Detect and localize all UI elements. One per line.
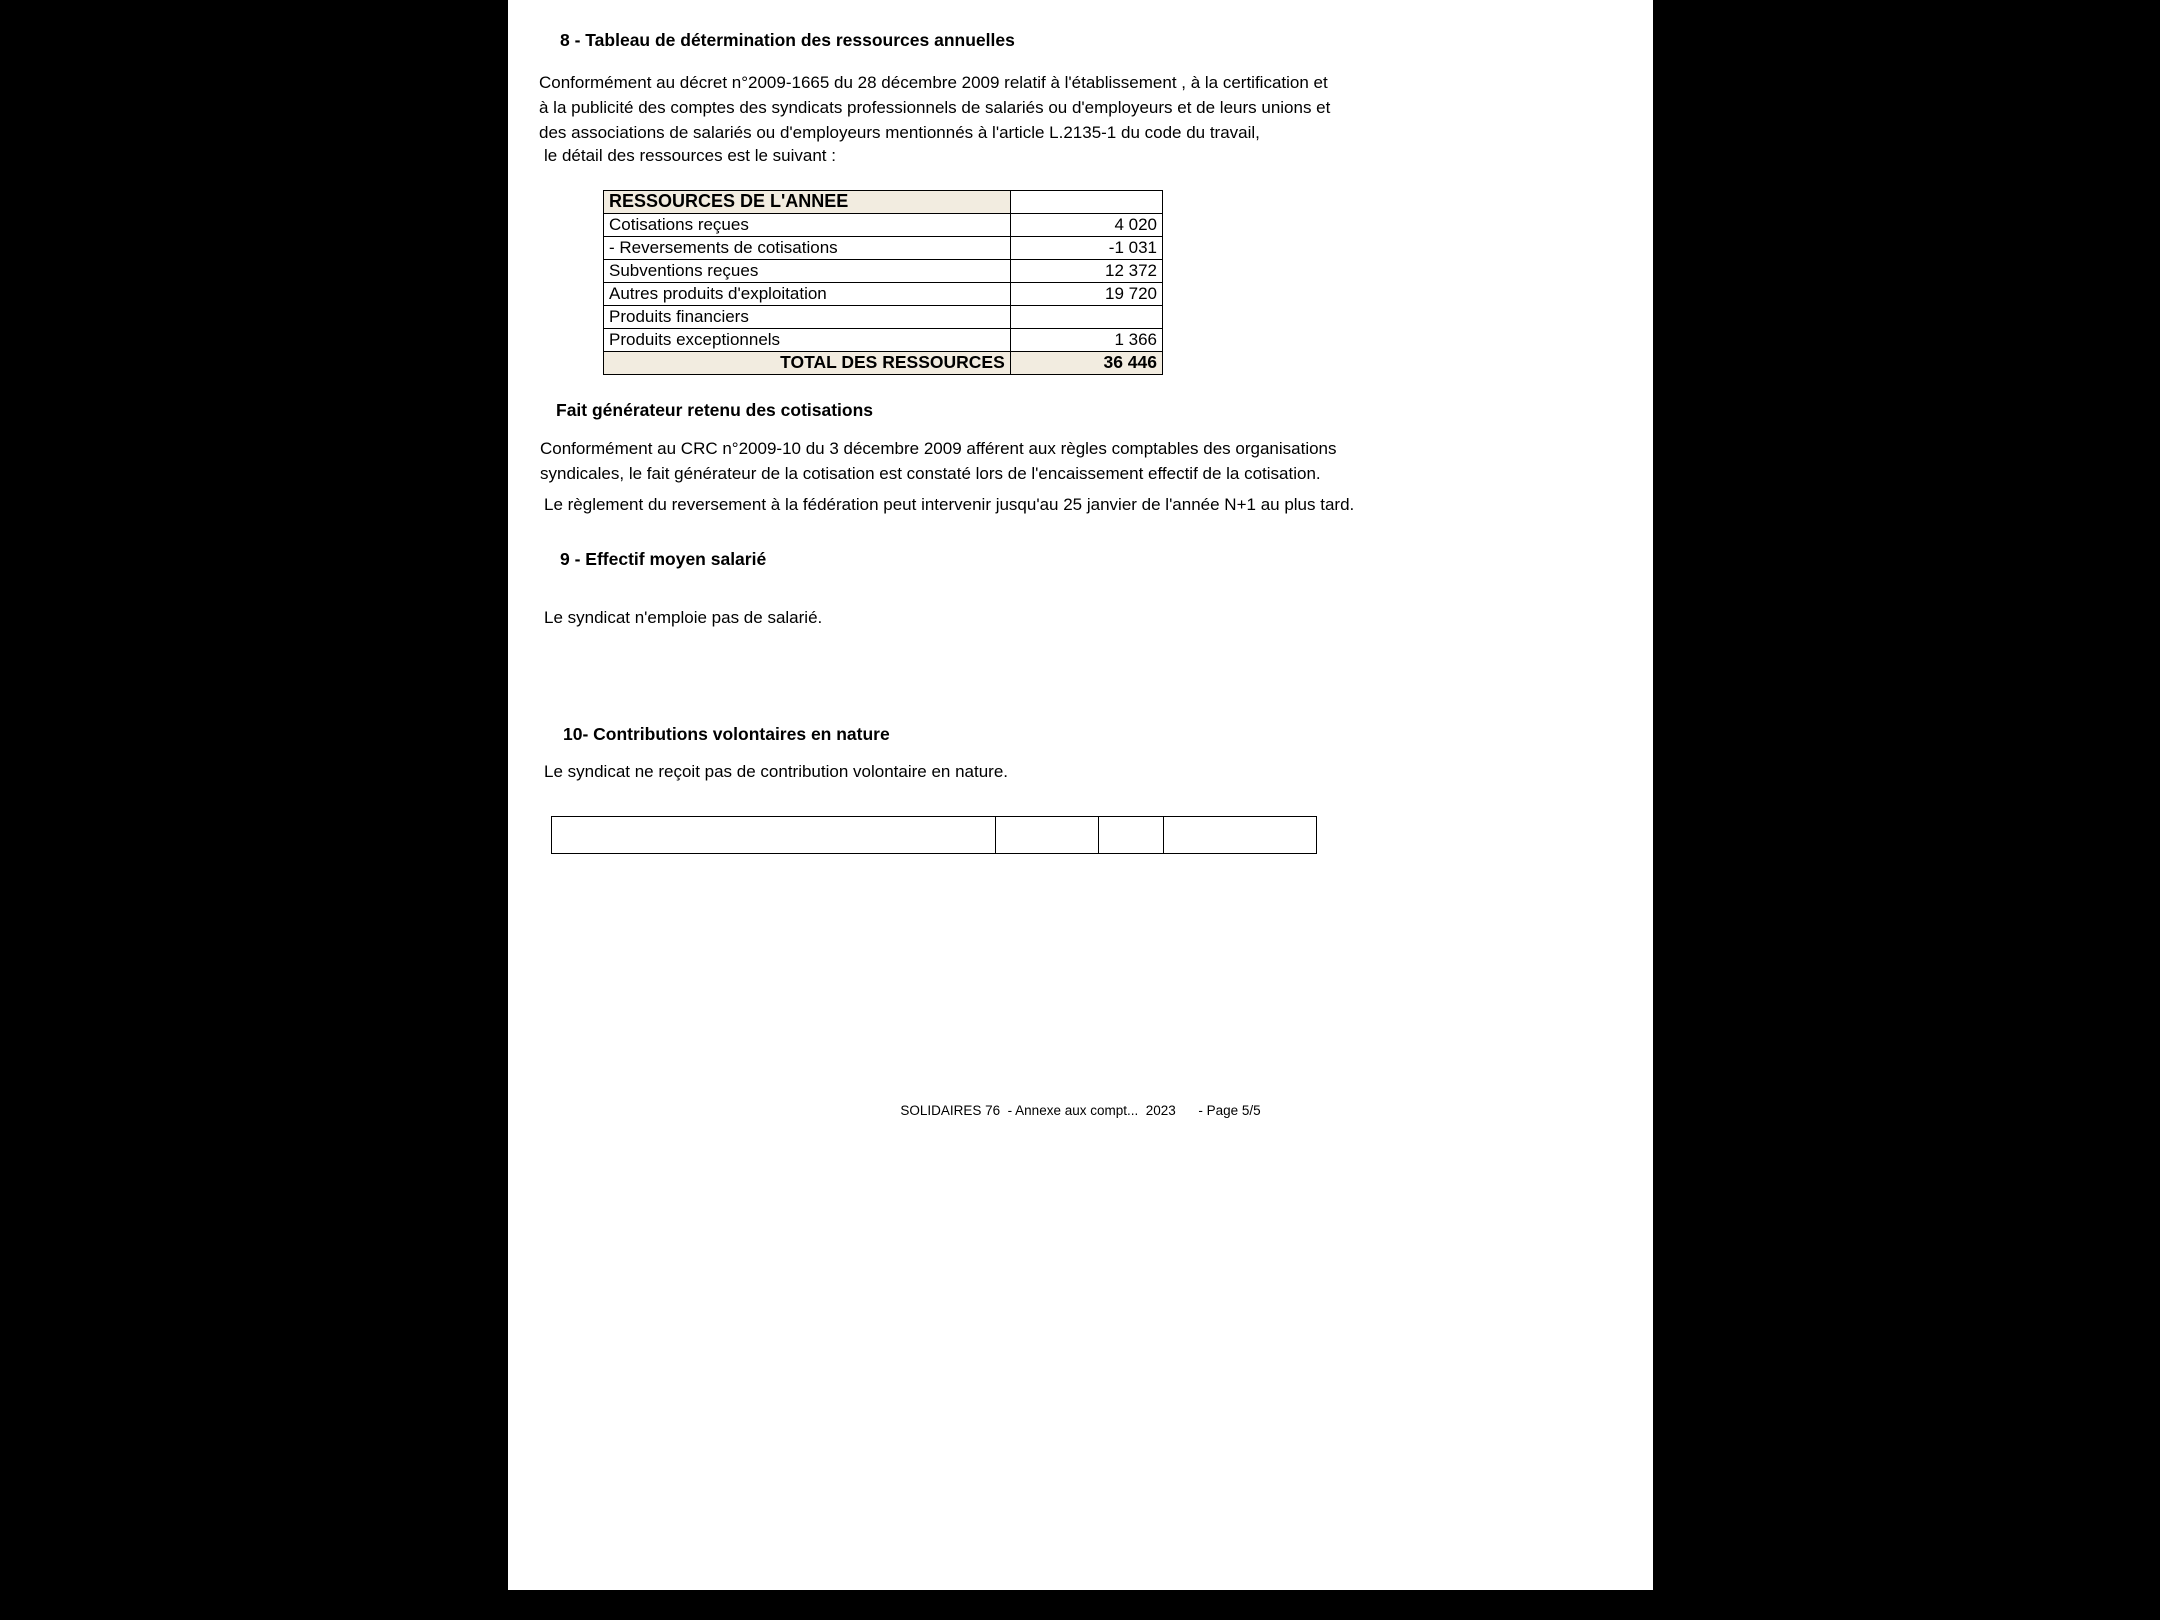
table-header-row [604,191,1163,214]
row-label: Produits exceptionnels [604,329,1011,352]
table-row [604,214,1163,237]
crc-line-1: Conformément au CRC n°2009-10 du 3 décembre 2009 afférent aux règles comptables des organisations [540,439,1337,458]
crc-line-2: syndicales, le fait générateur de la cotisation est constaté lors de l'encaissement effectif de la cotisation. [540,464,1321,483]
footer-organisation: SOLIDAIRES 76 [900,1103,1001,1118]
empty-cell [1164,817,1317,854]
total-label: TOTAL DES RESSOURCES [604,352,1011,375]
empty-bottom-table [551,816,1317,854]
table-header-label: RESSOURCES DE L'ANNEE [604,191,1011,214]
section-9-heading: 9 - Effectif moyen salarié [560,549,767,569]
footer-title: - Annexe aux compt... [1007,1103,1139,1118]
section-10-text: Le syndicat ne reçoit pas de contribution volontaire en nature. [544,762,1009,781]
empty-cell [1099,817,1164,854]
page-footer [508,1103,1653,1118]
conformite-line-1: Conformément au décret n°2009-1665 du 28 décembre 2009 relatif à l'établissement , à la certification et [539,73,1328,92]
conformite-line-2: à la publicité des comptes des syndicats professionnels de salariés ou d'employeurs et de leurs unions et [539,98,1331,117]
empty-cell [552,817,996,854]
table-row [552,817,1317,854]
table-total-row [604,352,1163,375]
table-row [604,237,1163,260]
conformite-line-3: des associations de salariés ou d'employeurs mentionnés à l'article L.2135-1 du code du travail, [539,123,1260,142]
row-label: Autres produits d'exploitation [604,283,1011,306]
table-row [604,329,1163,352]
section-10-heading: 10- Contributions volontaires en nature [563,724,890,744]
section-8-heading: 8 - Tableau de détermination des ressources annuelles [560,30,1015,50]
row-value: 12 372 [1010,260,1162,283]
section-9-text: Le syndicat n'emploie pas de salarié. [544,608,823,627]
detail-line: le détail des ressources est le suivant : [544,146,836,165]
row-label: - Reversements de cotisations [604,237,1011,260]
footer-sep1 [1000,1103,1008,1118]
row-value: 1 366 [1010,329,1162,352]
table-row [604,306,1163,329]
row-label: Produits financiers [604,306,1011,329]
table-row [604,283,1163,306]
table-row [604,260,1163,283]
document-page [508,0,1653,1590]
total-value: 36 446 [1010,352,1162,375]
empty-cell [996,817,1099,854]
table-header-value [1010,191,1162,214]
row-value: 19 720 [1010,283,1162,306]
reglement-paragraph: Le règlement du reversement à la fédération peut intervenir jusqu'au 25 janvier de l'année N+1 au plus tard. [544,495,1355,514]
footer-sep3 [1176,1103,1199,1118]
row-value: 4 020 [1010,214,1162,237]
footer-page: - Page 5/5 [1198,1103,1261,1118]
row-value [1010,306,1162,329]
footer-sep2 [1138,1103,1146,1118]
row-value: -1 031 [1010,237,1162,260]
crc-paragraph [540,436,1615,486]
resources-table [603,190,1163,375]
footer-year: 2023 [1145,1103,1176,1118]
fait-generateur-heading: Fait générateur retenu des cotisations [556,400,874,420]
row-label: Cotisations reçues [604,214,1011,237]
conformite-paragraph [539,70,1609,145]
row-label: Subventions reçues [604,260,1011,283]
page-content [508,0,1653,1590]
